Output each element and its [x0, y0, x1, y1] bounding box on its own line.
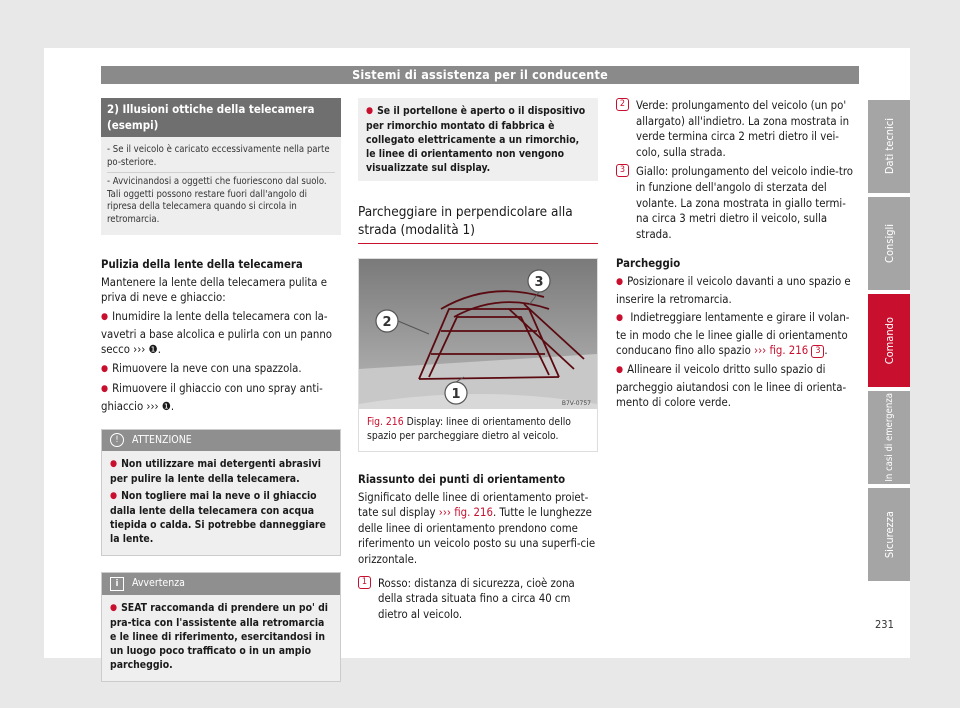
tab-label: In casi di emergenza: [883, 393, 895, 482]
tab-label: Comando: [882, 316, 896, 365]
attention-box: [101, 429, 341, 557]
parking-bullet2-text: Indietreggiare lentamente e girare il volan-te in modo che le linee gialle di orientamento conducano fino allo spazio: [616, 311, 850, 358]
column-middle: [358, 98, 598, 625]
illusion-item: - Avvicinandosi a oggetti che fuoriescono dal suolo. Tali oggetti possono restare fuori dall'angolo di ripresa della telecamera quando si circola in retromarcia.: [107, 172, 335, 229]
parking-bullet: ● Posizionare il veicolo davanti a uno spazio e inserire la retromarcia.: [616, 274, 856, 307]
figure-caption-text: Display: linee di orientamento dello spazio per parcheggiare dietro al veicolo.: [367, 416, 571, 442]
fig-label-3: 3: [534, 275, 544, 290]
point-number-1: 1: [358, 576, 371, 589]
column-right: [616, 98, 856, 414]
figure-caption: [359, 409, 597, 451]
notice-body: [102, 595, 340, 681]
clean-intro: Mantenere la lente della telecamera pulita e priva di neve e ghiaccio:: [101, 275, 328, 305]
figure-label: Fig. 216: [367, 416, 404, 428]
clean-heading: Pulizia della lente della telecamera: [101, 258, 303, 272]
parking-bullet2-end: .: [824, 344, 828, 358]
point-number-3: 3: [616, 164, 629, 177]
point-3: [616, 164, 856, 242]
tab-label: Dati tecnici: [882, 118, 896, 175]
point-ref-3: 3: [811, 345, 824, 358]
attention-item: ● Non utilizzare mai detergenti abrasivi per pulire la lente della telecamera.: [110, 457, 332, 486]
tab-sicurezza[interactable]: [868, 488, 910, 581]
summary-heading: Riassunto dei punti di orientamento: [358, 473, 566, 486]
point-number-2: 2: [616, 98, 629, 111]
clean-bullet: ● Rimuovere la neve con una spazzola.: [101, 361, 341, 379]
parking-bullet: [616, 310, 856, 359]
figure-ref-link[interactable]: ››› fig. 216: [438, 506, 493, 520]
info-icon: i: [110, 577, 124, 591]
attention-header: [102, 430, 340, 452]
page-header: Sistemi di assistenza per il conducente: [101, 66, 859, 84]
point-text-2: Verde: prolungamento del veicolo (un po' allargato) all'indietro. La zona mostrata in verde termina circa 2 metri dietro il vei-colo, sulla strada.: [636, 99, 850, 159]
note-box: [358, 98, 598, 181]
summary-text-a: Significato delle linee di orientamento proiet-tate sul display: [358, 490, 589, 520]
attention-item: ● Non togliere mai la neve o il ghiaccio dalla lente della telecamera con acqua tiepida o calda. Si potrebbe danneggiare la lente.: [110, 489, 332, 546]
warning-icon: !: [110, 433, 124, 447]
fig-code: B7V-0757: [561, 400, 591, 407]
illusion-box-title: 2) Illusioni ottiche della telecamera (esempi): [101, 98, 341, 137]
clean-bullet: ● Inumidire la lente della telecamera con la-vavetri a base alcolica e pulirla con un panno secco ››› ❶.: [101, 309, 341, 358]
point-text-1: Rosso: distanza di sicurezza, cioè zona della strada situata fino a circa 40 cm dietro al veicolo.: [378, 576, 575, 621]
tab-dati-tecnici[interactable]: [868, 100, 910, 193]
parking-bullet: ● Allineare il veicolo dritto sullo spazio di parcheggio aiutandosi con le linee di orienta-mento di colore verde.: [616, 362, 856, 411]
fig-label-1: 1: [451, 387, 461, 402]
figure-ref-link[interactable]: ››› fig. 216: [754, 344, 809, 358]
attention-label: ATTENZIONE: [132, 433, 192, 446]
notice-header: [102, 573, 340, 595]
fig-label-2: 2: [382, 315, 392, 330]
notice-label: Avvertenza: [132, 577, 185, 590]
point-text-3: Giallo: prolungamento del veicolo indie-tro in funzione dell'angolo di sterzata del volante. La zona mostrata in giallo termi-na circa 3 metri dietro il veicolo, sulla strada.: [636, 165, 853, 241]
point-1: [358, 576, 598, 623]
tab-consigli[interactable]: [868, 197, 910, 290]
page-number: 231: [875, 618, 894, 631]
summary-text-b: . Tutte le lunghezze delle linee di orientamento prendono come riferimento un veicolo posto su una superfi-cie orizzontale.: [358, 506, 596, 566]
attention-body: [102, 451, 340, 555]
tab-label: Consigli: [882, 224, 896, 263]
notice-box: [101, 572, 341, 682]
clean-bullet: ● Rimuovere il ghiaccio con uno spray anti-ghiaccio ››› ❶.: [101, 381, 341, 414]
point-2: [616, 98, 856, 160]
tab-emergenza[interactable]: [868, 391, 910, 484]
illusion-item: - Se il veicolo è caricato eccessivamente nella parte po-steriore.: [107, 144, 330, 168]
section-title: Parcheggiare in perpendicolare alla strada (modalità 1): [358, 203, 598, 244]
notice-text: ● SEAT raccomanda di prendere un po' di pra-tica con l'assistente alla retromarcia e le linee di riferimento, esercitandosi in un luogo poco trafficato o in un ampio parcheggio.: [110, 601, 332, 672]
figure-216: [358, 258, 598, 452]
parking-heading: Parcheggio: [616, 257, 681, 271]
note-text: ● Se il portellone è aperto o il dispositivo per rimorchio montato di fabbrica è collegato elettricamente a un rimorchio, le linee di orientamento non vengono visualizzate sul display.: [366, 104, 590, 175]
summary-text: [358, 490, 598, 568]
illusion-list: [101, 137, 341, 235]
column-left: [101, 98, 341, 682]
tab-label: Sicurezza: [882, 510, 896, 559]
tab-comando[interactable]: [868, 294, 910, 387]
camera-display-illustration: [359, 259, 597, 409]
